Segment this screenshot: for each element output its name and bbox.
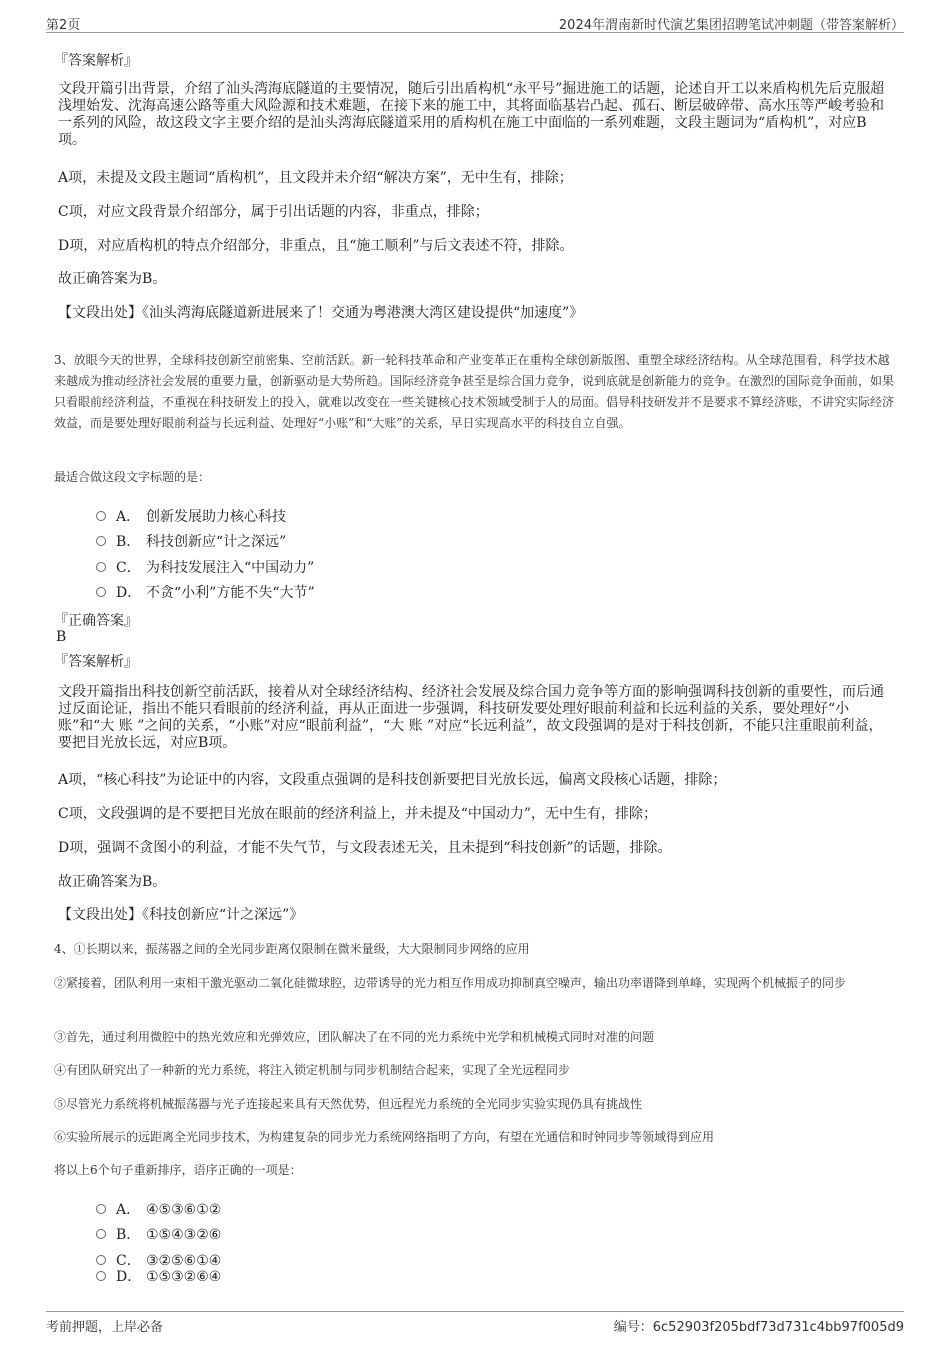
q4-sentence-3: ③首先，通过利用微腔中的热光效应和光弹效应，团队解决了在不同的光力系统中光学和机械模式同时对准的问题 bbox=[54, 1030, 655, 1044]
q4-sentence-6: ⑥实验所展示的远距离全光同步技术，为构建复杂的同步光力系统网络指明了方向，有望在光通信和时钟同步等领域得到应用 bbox=[54, 1130, 715, 1144]
q3-option-b[interactable]: B． 科技创新应“计之深远” bbox=[96, 531, 286, 551]
q3-answer-label: 『正确答案』 bbox=[54, 613, 138, 629]
page-footer bbox=[46, 1311, 904, 1336]
radio-icon[interactable] bbox=[96, 1271, 106, 1281]
q2-option-a-analysis: A项，未提及文段主题词“盾构机”，且文段并未介绍“解决方案”，无中生有，排除； bbox=[58, 170, 573, 186]
document-id: 编号：6c52903f205bdf73d731c4bb97f005d9 bbox=[613, 1320, 904, 1335]
page-number: 第2页 bbox=[46, 18, 81, 33]
q3-option-c[interactable]: C． 为科技发展注入“中国动力” bbox=[96, 557, 314, 577]
radio-icon[interactable] bbox=[96, 1255, 106, 1265]
radio-icon[interactable] bbox=[96, 562, 106, 572]
q3-option-d-analysis: D项，强调不贪图小的利益，才能不失气节，与文段表述无关，且未提到“科技创新”的话题，排除。 bbox=[58, 840, 672, 856]
q4-prompt: 将以上6个句子重新排序，语序正确的一项是： bbox=[54, 1163, 302, 1177]
q4-sentence-2: ②紧接着，团队利用一束相干激光驱动二氧化硅微球腔，边带诱导的光力相互作用成功抑制真空噪声，输出功率谱降到单峰，实现两个机械振子的同步 bbox=[54, 976, 847, 990]
q2-conclusion: 故正确答案为B。 bbox=[58, 271, 167, 287]
q4-sentence-5: ⑤尽管光力系统将机械振荡器与光子连接起来具有天然优势，但远程光力系统的全光同步实验实现仍具有挑战性 bbox=[54, 1097, 643, 1111]
q3-prompt: 最适合做这段文字标题的是： bbox=[54, 470, 211, 484]
q4-sentence-4: ④有团队研究出了一种新的光力系统，将注入锁定机制与同步机制结合起来，实现了全光远程同步 bbox=[54, 1063, 571, 1077]
radio-icon[interactable] bbox=[96, 511, 106, 521]
radio-icon[interactable] bbox=[96, 1204, 106, 1214]
q3-stem: 3、放眼今天的世界，全球科技创新空前密集、空前活跃。新一轮科技革命和产业变革正在重构全球创新版图、重塑全球经济结构。从全球范围看，科学技术越来越成为推动经济社会发展的重要力量，创新驱动是大势所趋。国际经济竞争甚至是综合国力竞争，说到底就是创新能力的竞争。在激烈的国际竞争面前，如果只看眼前经济利益，不重视在科技研发上的投入，就难以改变在一些关键核心技术领域受制于人的局面。倡导科技研发并不是要求不算经济账，不讲究实际经济效益，而是要处理好眼前利益与长远利益、处理好“小账”和“大账”的关系，早日实现高水平的科技自立自强。 bbox=[54, 353, 895, 430]
q2-analysis-label: 『答案解析』 bbox=[54, 53, 138, 69]
q3-answer: B bbox=[56, 629, 67, 645]
q3-option-a-analysis: A项，“核心科技”为论证中的内容，文段重点强调的是科技创新要把目光放长远，偏离文段核心话题，排除； bbox=[58, 772, 727, 788]
page-header bbox=[46, 12, 904, 33]
q4-option-c[interactable]: C． ③②⑤⑥①④ bbox=[96, 1250, 221, 1270]
q4-sentence-1: 4、①长期以来，振荡器之间的全光同步距离仅限制在微米量级，大大限制同步网络的应用 bbox=[54, 942, 530, 956]
document-title: 2024年渭南新时代演艺集团招聘笔试冲刺题（带答案解析） bbox=[558, 18, 904, 33]
q2-option-c-analysis: C项，对应文段背景介绍部分，属于引出话题的内容，非重点，排除； bbox=[58, 204, 489, 220]
q2-source: 【文段出处】《汕头湾海底隧道新进展来了！交通为粤港澳大湾区建设提供“加速度”》 bbox=[58, 305, 584, 321]
q3-conclusion: 故正确答案为B。 bbox=[58, 874, 167, 890]
q3-option-d[interactable]: D． 不贪“小利”方能不失“大节” bbox=[96, 582, 315, 602]
q3-source: 【文段出处】《科技创新应“计之深远”》 bbox=[58, 907, 304, 923]
q2-analysis-text: 文段开篇引出背景，介绍了汕头湾海底隧道的主要情况，随后引出盾构机“永平号”掘进施工的话题，论述自开工以来盾构机先后克服超浅埋始发、沈海高速公路等重大风险源和技术难题，在接下来的施工中，其将面临基岩凸起、孤石、断层破碎带、高水压等严峻考验和一系列的风险，故这段文字主要介绍的是汕头湾海底隧道采用的盾构机在施工中面临的一系列难题，文段主题词为“盾构机”，对应B项。 bbox=[58, 81, 885, 148]
q4-option-d[interactable]: D． ①⑤③②⑥④ bbox=[96, 1266, 221, 1286]
q4-option-a[interactable]: A． ④⑤③⑥①② bbox=[96, 1199, 221, 1219]
q4-option-b[interactable]: B． ①⑤④③②⑥ bbox=[96, 1224, 221, 1244]
q3-analysis-text: 文段开篇指出科技创新空前活跃，接着从对全球经济结构、经济社会发展及综合国力竞争等方面的影响强调科技创新的重要性，而后通过反面论证，指出不能只看眼前的经济利益，再从正面进一步强调，科技研发要处理好眼前利益和长远利益的关系，要处理好“小账”和“大 账 ”之间的关系，“小账”对应“眼前利益”，“大 账 ”对应“长远利益”，故文段强调的是对于科技创新，不能只注重眼前利益，要把目光放长远，对应B项。 bbox=[58, 684, 884, 751]
radio-icon[interactable] bbox=[96, 536, 106, 546]
q2-option-d-analysis: D项，对应盾构机的特点介绍部分，非重点，且“施工顺利”与后文表述不符，排除。 bbox=[58, 238, 574, 254]
q3-option-c-analysis: C项，文段强调的是不要把目光放在眼前的经济利益上，并未提及“中国动力”，无中生有，排除； bbox=[58, 806, 658, 822]
radio-icon[interactable] bbox=[96, 1229, 106, 1239]
footer-slogan: 考前押题，上岸必备 bbox=[46, 1320, 164, 1335]
radio-icon[interactable] bbox=[96, 587, 106, 597]
q3-analysis-label: 『答案解析』 bbox=[54, 654, 138, 670]
q3-option-a[interactable]: A． 创新发展助力核心科技 bbox=[96, 506, 286, 526]
